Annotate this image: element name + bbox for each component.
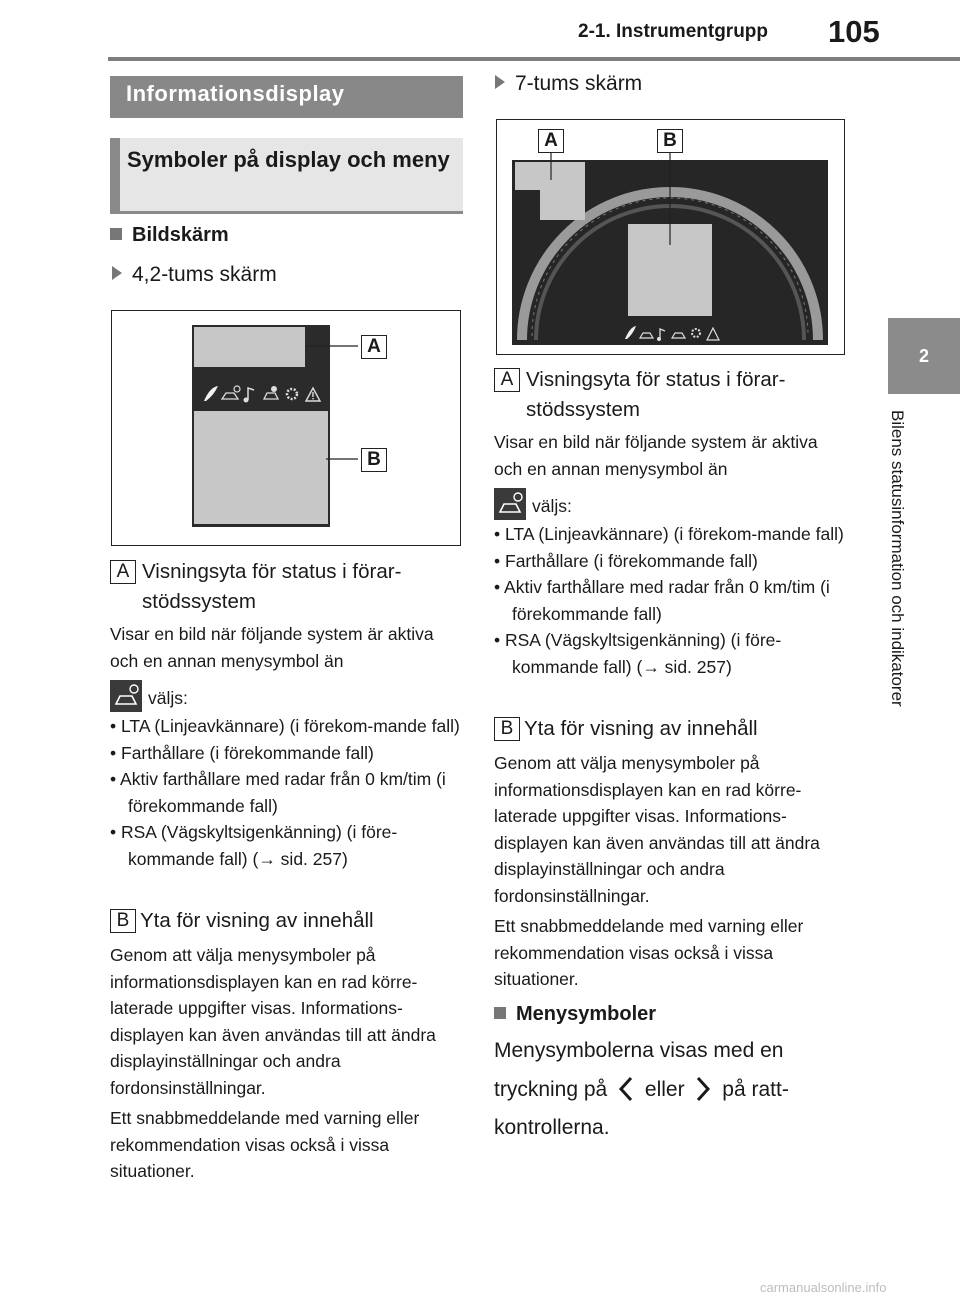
label-b-body-2: Ett snabbmeddelande med varning eller rekommendation visas också i vissa situationer. — [494, 916, 804, 989]
label-a-title: Visningsyta för status i förar-stödssystem — [526, 368, 786, 421]
figure-7-screen — [496, 119, 845, 355]
letter-b-badge: B — [494, 717, 520, 741]
subsection-title: Symboler på display och meny — [110, 138, 463, 214]
label-b-block-right — [494, 714, 844, 744]
label-b-body: Genom att välja menysymboler på informationsdisplayen kan en rad körre-laterade uppgifter visas. Informations-displayen kan även användas till att ändra displayinställningar och andra fordonsinställningar. — [110, 945, 436, 1098]
bildskarm-heading: Bildskärm — [110, 224, 229, 247]
label-a-body: Visar en bild när följande system är aktiva och en annan menysymbol än — [110, 624, 434, 671]
right-bullet-list — [494, 521, 844, 680]
list-item: • RSA (Vägskyltsigenkänning) (i före-kommande fall) (→ sid. 257) — [494, 630, 782, 677]
menu-symbols-text — [494, 1032, 854, 1147]
list-item: • Aktiv farthållare med radar från 0 km/tim (i förekommande fall) — [110, 769, 446, 816]
figure-letter-b: B — [657, 129, 683, 153]
label-a-title: Visningsyta för status i förar-stödssystem — [142, 560, 402, 613]
list-item: • Farthållare (i förekommande fall) — [110, 742, 374, 763]
list-item: • LTA (Linjeavkännare) (i förekom-mande fall) — [494, 524, 844, 544]
menu-symbols-heading: Menysymboler — [494, 1003, 656, 1026]
chevron-left-icon — [613, 1070, 639, 1108]
chapter-title: 2-1. Instrumentgrupp — [578, 21, 769, 42]
driver-assist-icon — [110, 680, 142, 712]
letter-a-badge: A — [494, 368, 520, 392]
list-item: • LTA (Linjeavkännare) (i förekom-mande fall) — [110, 716, 460, 736]
label-a-body: Visar en bild när följande system är aktiva och en annan menysymbol än — [494, 432, 818, 479]
menu-text-line-1: Menysymbolerna visas med en — [494, 1039, 784, 1062]
letter-a-badge: A — [110, 560, 136, 584]
label-b-title: Yta för visning av innehåll — [524, 717, 758, 740]
chooses-line: väljs: — [494, 488, 844, 520]
left-bullet-list — [110, 713, 460, 872]
list-item: • RSA (Vägskyltsigenkänning) (i före-kommande fall) (→ sid. 257) — [110, 822, 398, 869]
label-b-body-2: Ett snabbmeddelande med varning eller rekommendation visas också i vissa situationer. — [110, 1108, 420, 1181]
screen-42-label: 4,2-tums skärm — [112, 263, 277, 287]
menu-text-line-2: tryckning på eller på ratt- — [494, 1070, 854, 1109]
screen-7-label: 7-tums skärm — [495, 72, 642, 96]
figure-letter-a: A — [361, 335, 387, 359]
label-b-body: Genom att välja menysymboler på informationsdisplayen kan en rad körre-laterade uppgifter visas. Informations-displayen kan även användas till att ändra displayinställningar och andra fordonsinställningar. — [494, 753, 820, 906]
chapter-tab: 2 — [888, 318, 960, 394]
chooses-line: väljs: — [110, 680, 460, 712]
section-title: Informationsdisplay — [110, 76, 463, 118]
list-item: • Farthållare (i förekommande fall) — [494, 550, 758, 571]
label-b-title: Yta för visning av innehåll — [140, 909, 374, 932]
chapter-side-title: Bilens statusinformation och indikatorer — [888, 410, 907, 707]
list-item: • Aktiv farthållare med radar från 0 km/tim (i förekommande fall) — [494, 577, 830, 624]
label-b-block — [110, 906, 460, 936]
letter-b-badge: B — [110, 909, 136, 933]
header-rule — [108, 57, 960, 61]
menu-text-line-3: kontrollerna. — [494, 1116, 610, 1139]
label-a-block-right — [494, 365, 844, 425]
figure-letter-a: A — [538, 129, 564, 153]
figure-letter-b: B — [361, 448, 387, 472]
label-a-block — [110, 557, 460, 617]
page-number: 105 — [828, 14, 880, 49]
chevron-right-icon — [690, 1070, 716, 1108]
watermark: carmanualsonline.info — [760, 1280, 887, 1295]
driver-assist-icon — [494, 488, 526, 520]
figure-42-screen — [111, 310, 461, 546]
